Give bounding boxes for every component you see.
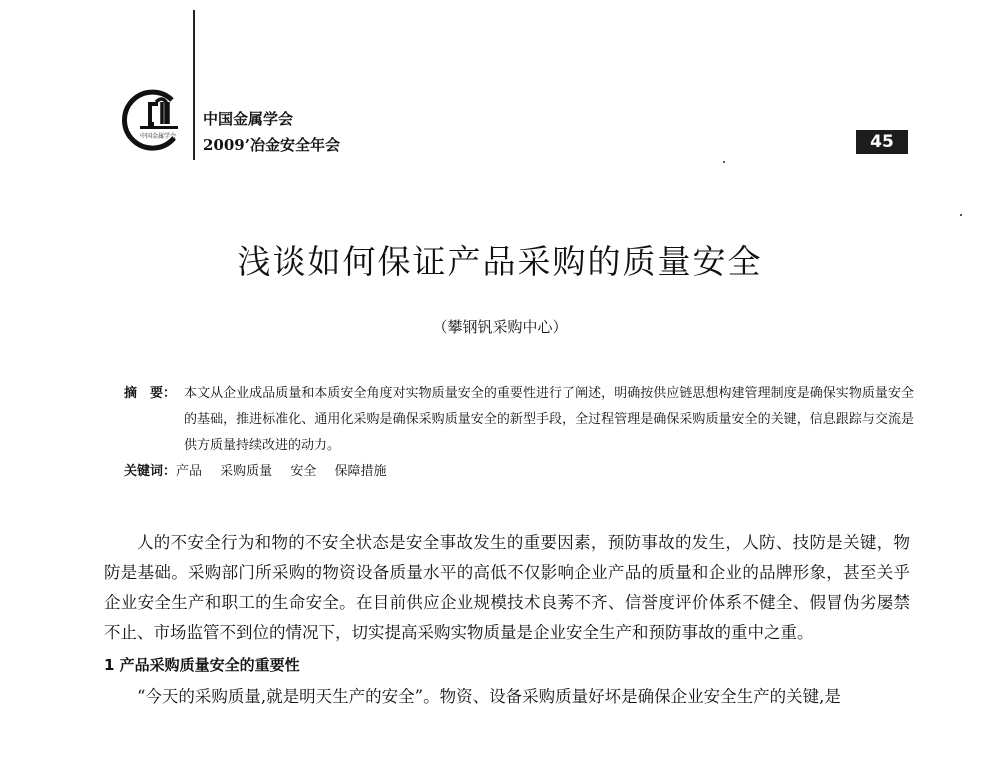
section-heading: 1 产品采购质量安全的重要性 [104, 656, 300, 674]
abstract-row [124, 381, 914, 459]
keywords-label: 关键词： [124, 464, 177, 479]
page-number: 45 [856, 130, 908, 154]
society-logo-icon [118, 84, 190, 156]
abstract-block [124, 381, 914, 485]
author-line: （攀钢钒采购中心） [432, 318, 568, 336]
keyword: 保障措施 [334, 464, 387, 479]
keywords-row [124, 459, 914, 485]
conference-name: 2009’冶金安全年会 [203, 136, 340, 154]
abstract-label: 摘 要： [124, 386, 177, 401]
keyword: 产品 [176, 464, 203, 479]
header-divider-line [193, 10, 195, 160]
abstract-text: 本文从企业成品质量和本质安全角度对实物质量安全的重要性进行了阐述，明确按供应链思想构建管理制度是确保实物质量安全的基础，推进标准化、通用化采购是确保采购质量安全的新型手段，全过程管理是确保采购质量安全的关键，信息跟踪与交流是供方质量持续改进的动力。 [184, 386, 914, 453]
section-paragraph: “今天的采购质量,就是明天生产的安全”。物资、设备采购质量好坏是确保企业安全生产的关键,是 [137, 687, 841, 706]
keyword: 安全 [290, 464, 317, 479]
body-text [104, 528, 910, 712]
scan-speck [960, 214, 962, 216]
keyword: 采购质量 [220, 464, 273, 479]
page-title: 浅谈如何保证产品采购的质量安全 [237, 242, 763, 281]
intro-paragraph: 人的不安全行为和物的不安全状态是安全事故发生的重要因素，预防事故的发生，人防、技防是关键，物防是基础。采购部门所采购的物资设备质量水平的高低不仅影响企业产品的质量和企业的品牌形象，甚至关乎企业安全生产和职工的生命安全。在目前供应企业规模技术良莠不齐、信誉度评价体系不健全、假冒伪劣屡禁不止、市场监管不到位的情况下，切实提高采购实物质量是企业安全生产和预防事故的重中之重。 [104, 533, 910, 642]
header-org [203, 106, 340, 158]
org-name: 中国金属学会 [203, 110, 294, 128]
scan-speck [723, 161, 725, 163]
logo-text: 中国金属学会 [139, 133, 177, 140]
